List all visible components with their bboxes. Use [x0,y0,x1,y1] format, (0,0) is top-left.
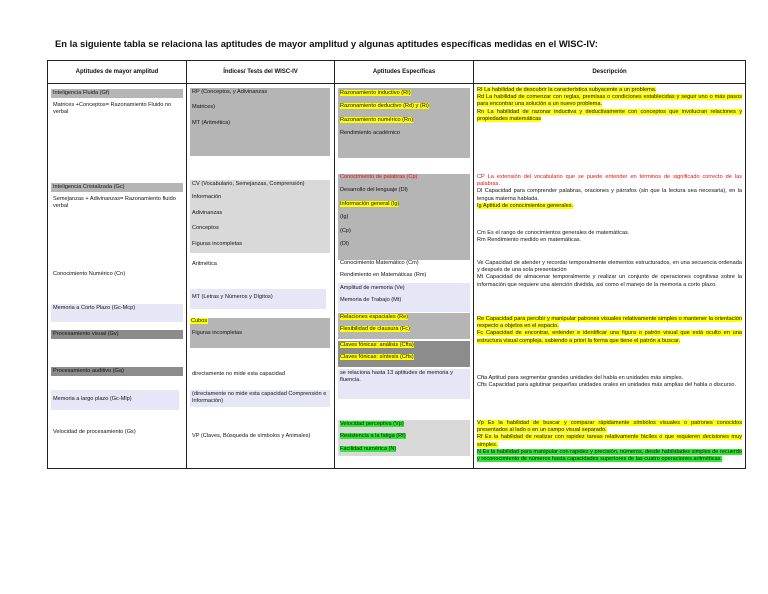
ig2-label: (Ig) [340,214,349,221]
cp-label: Conocimiento de palabras (Cp) [340,174,418,180]
desc-ri: RI La habilidad de descubrir la característica subyacente a un problema. [477,87,657,93]
table-header-row [48,61,746,84]
cp2-label: (Cp) [340,227,351,234]
velocidad-block [338,420,470,456]
desc-ig: Ig Aptitud de conocimientos generales. [477,202,574,209]
gc-label: Inteligencia Cristalizada (Gc) [51,183,183,192]
re-label: Relaciones espaciales (Re) [340,314,409,320]
desc-re: Re Capacidad para percibir y manipular patrones visuales relativamente simples o mantener la orientación respecto a objetos en el espacio. [477,316,742,330]
desc-memoria [477,260,742,289]
cfta-label: Claves fónicas: análisis (Cfta) [340,342,414,348]
cm-label: Conocimiento Matemático (Cm) [340,260,419,266]
gv-label: Procesamiento visual (Gv) [51,330,183,339]
vp-line: VP (Claves, Búsqueda de símbolos y Animales) [192,433,311,439]
visual-block [338,313,470,339]
desc-rd: Rd La habilidad de comenzar con reglas, premisas o condiciones establecidas y seguir uno o más pasos para encontrar una solución a un nuevo problema. [477,94,742,108]
ri-label: Razonamiento inductivo (RI) [340,90,411,96]
desc-conocimiento [477,174,742,210]
aptitudes-table [47,60,746,469]
conocimiento-block [338,174,470,260]
mt-line: MT (Aritmética) [192,119,231,126]
gs-label: Velocidad de procesamiento (Gs) [53,429,136,435]
desc-cfts: Cfts Capacidad para aglutinar pequeñas unidades orales en unidades más amplias del habla o discurso. [477,382,737,389]
fn-label: Facilidad numérica (N) [340,445,397,452]
rm-label: Rendimiento en Matemáticas (Rm) [340,272,427,278]
header-aptitudes-amplitud: Aptitudes de mayor amplitud [48,61,187,84]
desc-cm: Cm Es el rango de conocimientos generales de matemáticas. [477,230,630,236]
rp-block [190,88,330,156]
rp-line1: RP (Conceptos, y Adivinanzas [192,89,268,95]
col-indices-tests [187,84,335,469]
desc-rm: Rm Rendimiento medido en matemáticas. [477,237,582,244]
desc-auditivo [477,375,742,389]
desc-n: N Es la habilidad para manipular con rapidez y precisión, números, desde habilidades simples de recuerdo y reconocimiento de números hasta capacidades superiores de las cuatro operaciones aritméticas. [477,448,742,463]
arit-line: Aritmética [192,261,217,267]
desc-visual [477,316,742,345]
gf-note: Matrices +Conceptos= Razonamiento Fluido no verbal [53,102,172,116]
col-aptitudes-especificas [335,84,474,469]
table-body-row [48,84,746,469]
header-aptitudes-especificas: Aptitudes Específicas [335,61,474,84]
razonamiento-block [338,88,470,158]
rp-line2: Matrices) [192,104,215,111]
glp-label: Memoria a largo plazo (Gc-Mlp) [51,390,179,410]
vpp-label: Velocidad perceptiva (Vp) [340,421,404,427]
desc-mt: Mt Capacidad de almacenar temporalmente y realizar un conjunto de operaciones cognitivas sobre la información que requiere una atención dividida, así como el manejo de la memoria a corto plazo. [477,274,742,288]
desc-rn: Rn La habilidad de razonar inductiva y deductivamente con conceptos que involucran relaciones y propiedades matemáticas [477,108,742,122]
desc-dl: Dl Capacidad para comprender palabras, oraciones y párrafos (sin que la lectura sea necesaria), en la lengua materna hablada. [477,188,742,202]
rf-label: Resistencia a la fatiga (Rf) [340,433,406,440]
figs-line: Figuras incompletas [192,240,243,247]
cubos-block [190,318,330,348]
desc-rf: Rf Es la habilidad de realizar con rapidez tareas relativamente fáciles o que requieren decisiones muy simples. [477,434,742,448]
header-descripcion: Descripción [474,61,746,84]
cfts-label: Claves fónicas: síntesis (Cfts) [340,354,414,361]
desc-fc: Fc Capacidad de encontrar, entender e identificar una figura o patrón visual que está oculto en una estructura visual compleja, sabiendo a priori la forma que tiene el patrón a buscar. [477,330,742,344]
desc-razonamiento [477,87,742,123]
figs2-line: Figuras incompletas [192,330,243,337]
desc-velocidad [477,420,742,463]
dl-label: Desarrollo del lenguaje (Dl) [340,187,408,194]
ra-label: Rendimiento académico [340,130,401,137]
cn-label: Conocimiento Numérico (Cn) [53,271,126,277]
mt2-line: MT (Letras y Números y Dígitos) [190,289,326,309]
intro-text: En la siguiente tabla se relaciona las aptitudes de mayor amplitud y algunas aptitudes específicas medidas en el WISC-IV: [55,38,598,49]
fc-label: Flexibilidad de clausura (Fc) [340,326,410,333]
desc-cp: CP La extensión del vocabulario que se puede entender en términos de significado correcto de las palabras. [477,174,742,188]
auditivo-block [338,341,470,367]
gf-label: Inteligencia Fluida (Gf) [51,89,183,98]
memoria-block [338,283,470,312]
desc-matematicas [477,230,742,244]
rn-label: Razonamiento numérico (Rn) [340,116,414,123]
col-aptitudes-amplitud [48,84,187,469]
direct2-line: (directamente no mide esta capacidad Comprensión e Información) [190,390,330,407]
mvt-label: Memoria de Trabajo (Mt) [340,297,402,304]
info-line: Información [192,194,222,201]
cv-block [190,180,330,253]
header-indices-tests: Índices/ Tests del WISC-IV [187,61,335,84]
ave-label: Amplitud de memoria (Ve) [340,285,405,291]
gc-note: Semejanzas + Adivinanzas= Razonamiento fluido verbal [53,196,176,210]
cubos-line: Cubos [191,318,208,324]
ig-label: Información general (Ig) [340,200,400,207]
dl2-label: (Dl) [340,241,350,248]
desc-vp: Vp Es la habilidad de buscar y comparar rápidamente símbolos visuales o patrones conocidos presentados al lado o en un campo visual separado. [477,420,742,434]
desc-ve: Ve Capacidad de atender y recordar temporalmente elementos estructurados, en una secuencia ordenada y después de una sola presentación [477,260,742,274]
concep-line: Conceptos [192,225,219,232]
direct1-line: directamente no mide esta capacidad [192,371,285,377]
memoria-note: se relaciona hasta 13 aptitudes de memoria y fluencia. [338,369,470,399]
col-descripcion [474,84,746,469]
desc-cfta: Cfta Aptitud para segmentar grandes unidades del habla en unidades más simples. [477,375,684,381]
adiv-line: Adivinanzas [192,209,223,216]
cv-line: CV (Vocabulario, Semejanzas, Comprensión) [192,181,305,187]
ga-label: Procesamiento auditivo (Ga) [51,367,183,376]
mcp-label: Memoria a Corto Plazo (Gc-Mcp) [51,304,183,322]
rd-label: Razonamiento deductivo (Rd) y (Ri) [340,103,429,110]
